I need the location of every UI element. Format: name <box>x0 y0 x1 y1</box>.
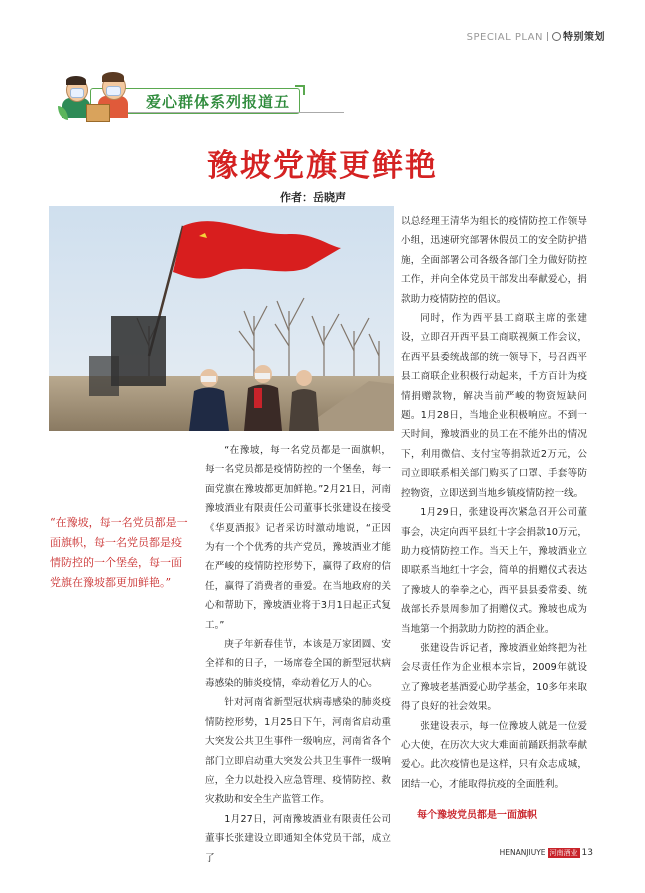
paragraph: “在豫坡，每一名党员都是一面旗帜，每一名党员都是疫情防控的一个堡垒，每一面党旗在豫坡都更加鲜艳。”2月21日，河南豫坡酒业有限责任公司董事长张建设在接受《华夏酒报》记者采访时激动地说，“正因为有一个个优秀的共产党员，豫坡酒业才能在严峻的疫情防控形势下，赢得了政府的信任，赢得了消费者的垂爱。在当地政府的关心和帮助下，豫坡酒业将于3月1日起正式复工。” <box>205 445 391 631</box>
section-label-cn: 特别策划 <box>563 32 605 43</box>
page-footer <box>500 848 593 858</box>
circle-bullet-icon <box>552 32 561 41</box>
article-author: 作者：岳晓声 <box>280 191 346 204</box>
pull-quote: “在豫坡，每一名党员都是一面旗帜，每一名党员都是疫情防控的一个堡垒，每一面党旗在豫坡都更加鲜艳。” <box>50 516 188 589</box>
paragraph: 1月29日，张建设再次紧急召开公司董事会，决定向西平县红十字会捐款10万元，助力疫情防控工作。当天上午，豫坡酒业立即联系当地红十字会，简单的捐赠仪式表达了豫坡人的拳拳之心，西平县县委常委、统战部长乔景周参加了捐赠仪式。豫坡也成为当地第一个捐款助力防控的酒企业。 <box>401 507 587 635</box>
subheading: 每个豫坡党员都是一面旗帜 <box>417 810 537 822</box>
article-column-right <box>401 212 587 826</box>
paragraph: 张建设告诉记者，豫坡酒业始终把为社会尽责任作为企业根本宗旨，2009年就设立了豫坡老基酒爱心助学基金，10多年来取得了良好的社会效果。 <box>401 642 587 713</box>
section-label-en: SPECIAL PLAN <box>466 32 543 43</box>
section-header <box>467 28 605 43</box>
volunteers-illustration-icon <box>58 72 138 122</box>
spacer <box>401 794 587 806</box>
paragraph: 1月27日，河南豫坡酒业有限责任公司董事长张建设立即通知全体党员干部，成立了 <box>205 813 391 864</box>
page-number: 13 <box>581 848 593 858</box>
paragraph: 针对河南省新型冠状病毒感染的肺炎疫情防控形势，1月25日下午，河南省启动重大突发公共卫生事件一级响应，河南省各个部门立即启动重大突发公共卫生事件一级响应，全力以赴投入应急管理、疫情防控、救灾救助和安全生产监管工作。 <box>205 697 391 806</box>
series-label: 爱心群体系列报道五 <box>146 93 291 111</box>
article-photo <box>49 206 394 431</box>
magazine-tag: 河南酒业 <box>549 849 578 857</box>
paragraph: 张建设表示，每一位豫坡人就是一位爱心大使，在历次大灾大难面前踊跃捐款奉献爱心。此次疫情也是这样，只有众志成城，团结一心，才能取得抗疫的全面胜利。 <box>401 720 587 790</box>
paragraph: 同时，作为西平县工商联主席的张建设，立即召开西平县工商联视频工作会议，在西平县委统战部的统一领导下，号召西平县工商联企业积极行动起来，千方百计为疫情捐赠款物，解决当前严峻的物资短缺问题。1月28日，当地企业积极响应。不到一天时间，豫坡酒业的员工在不能外出的情况下，利用微信、支付宝等捐款近2万元，公司立即联系相关部门购买了口罩、手套等防控物资，立即送到当地乡镇疫情防控一线。 <box>401 313 587 499</box>
divider <box>547 32 548 41</box>
paragraph: 以总经理王清华为组长的疫情防控工作领导小组，迅速研究部署休假员工的安全防护措施，全面部署公司各级各部门全力做好防控工作，并向全体党员干部发出奉献爱心，捐款助力疫情防控的倡议。 <box>401 216 587 305</box>
paragraph: 庚子年新春佳节，本该是万家团圆、安全祥和的日子，一场席卷全国的新型冠状病毒感染的肺炎疫情，牵动着亿万人的心。 <box>205 639 391 689</box>
journal-name: HENANJIUYE <box>499 848 546 857</box>
article-title: 豫坡党旗更鲜艳 <box>207 148 438 184</box>
article-column-middle <box>205 441 391 868</box>
